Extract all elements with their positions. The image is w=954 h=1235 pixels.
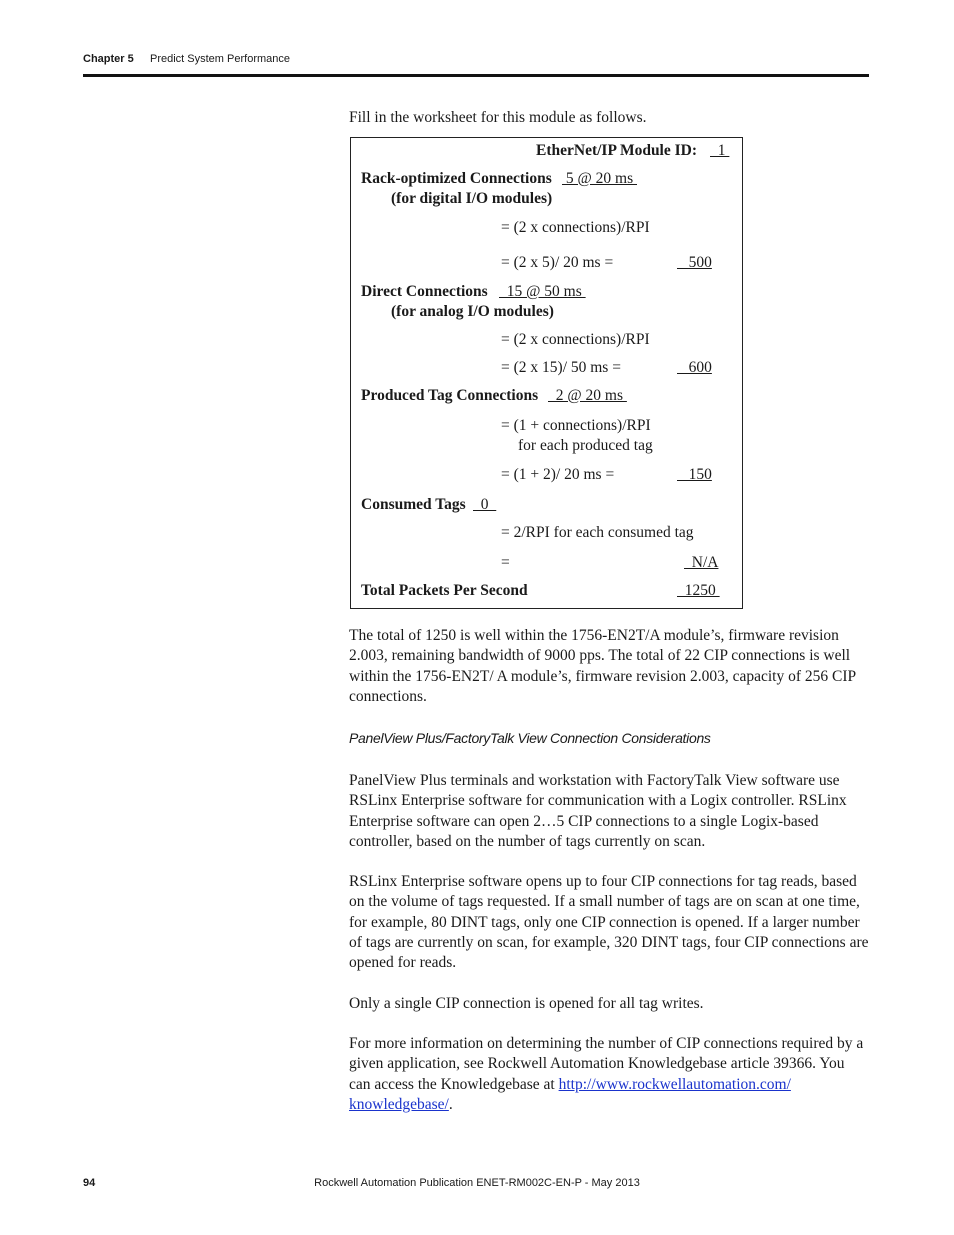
- consumed-formula: = 2/RPI for each consumed tag: [501, 524, 694, 541]
- produced-formula-2: for each produced tag: [518, 437, 653, 454]
- produced-result: 150: [677, 466, 712, 483]
- knowledgebase-link-text-2: knowledgebase/: [349, 1095, 449, 1113]
- paragraph-more-info: [349, 1034, 869, 1115]
- more-info-period: .: [448, 1095, 453, 1113]
- direct-value: 15 @ 50 ms: [499, 283, 586, 300]
- paragraph-total-summary: The total of 1250 is well within the 1756-EN2T/A module’s, firmware revision 2.003, remaining bandwidth of 9000 pps. The total of 22 CIP connections is well within the 1756-EN2T/ A module’s, firmware revision 2.003, capacity of 256 CIP connections.: [349, 627, 856, 705]
- total-label: Total Packets Per Second: [361, 582, 528, 599]
- produced-label: Produced Tag Connections: [361, 387, 539, 404]
- rack-result: 500: [677, 254, 712, 271]
- rack-formula: = (2 x connections)/RPI: [501, 219, 650, 236]
- consumed-calc: =: [501, 554, 510, 571]
- produced-value: 2 @ 20 ms: [548, 387, 627, 404]
- intro-text: Fill in the worksheet for this module as follows.: [349, 109, 647, 126]
- rack-sub: (for digital I/O modules): [391, 190, 553, 207]
- header-title: Predict System Performance: [150, 53, 290, 65]
- module-id-label: EtherNet/IP Module ID:: [536, 142, 698, 159]
- direct-formula: = (2 x connections)/RPI: [501, 331, 650, 348]
- worksheet-box: [350, 137, 743, 609]
- produced-calc: = (1 + 2)/ 20 ms =: [501, 466, 615, 483]
- footer-page-number: 94: [83, 1177, 96, 1189]
- header-rule: [83, 74, 869, 77]
- direct-calc: = (2 x 15)/ 50 ms =: [501, 359, 621, 376]
- paragraph-writes: Only a single CIP connection is opened for all tag writes.: [349, 995, 704, 1012]
- header-chapter: Chapter 5: [83, 53, 134, 65]
- direct-sub: (for analog I/O modules): [391, 303, 554, 320]
- knowledgebase-link-text-1: http://www.rockwellautomation.com/: [558, 1075, 791, 1093]
- rack-label: Rack-optimized Connections: [361, 170, 552, 187]
- footer-publication: Rockwell Automation Publication ENET-RM002C-EN-P - May 2013: [314, 1177, 640, 1189]
- direct-label: Direct Connections: [361, 283, 488, 300]
- consumed-label: Consumed Tags: [361, 496, 466, 513]
- paragraph-rslinx-reads: RSLinx Enterprise software opens up to four CIP connections for tag reads, based on the volume of tags requested. If a small number of tags are on scan at one time, for example, 80 DINT tags, only one CIP connection is opened. If a larger number of tags are currently on scan, for example, 320 DINT tags, four CIP connections are opened for reads.: [349, 873, 869, 972]
- direct-result: 600: [677, 359, 712, 376]
- module-id-value: 1: [710, 142, 730, 159]
- rack-calc: = (2 x 5)/ 20 ms =: [501, 254, 614, 271]
- more-info-text: For more information on determining the number of CIP connections required by a given application, see Rockwell Automation Knowledgebase article 39366. You can access the Knowledgebase at: [349, 1035, 864, 1093]
- produced-formula: = (1 + connections)/RPI: [501, 417, 651, 434]
- paragraph-panelview: PanelView Plus terminals and workstation with FactoryTalk View software use RSLinx Enterprise software for communication with a Logix controller. RSLinx Enterprise software can open 2…5 CIP connections to a single Logix-based controller, based on the number of tags currently on scan.: [349, 772, 847, 850]
- rack-value: 5 @ 20 ms: [562, 170, 637, 187]
- total-value: 1250: [677, 582, 720, 599]
- consumed-result: N/A: [684, 554, 719, 571]
- consumed-value: 0: [473, 496, 497, 513]
- section-subheading: PanelView Plus/FactoryTalk View Connection Considerations: [349, 730, 711, 746]
